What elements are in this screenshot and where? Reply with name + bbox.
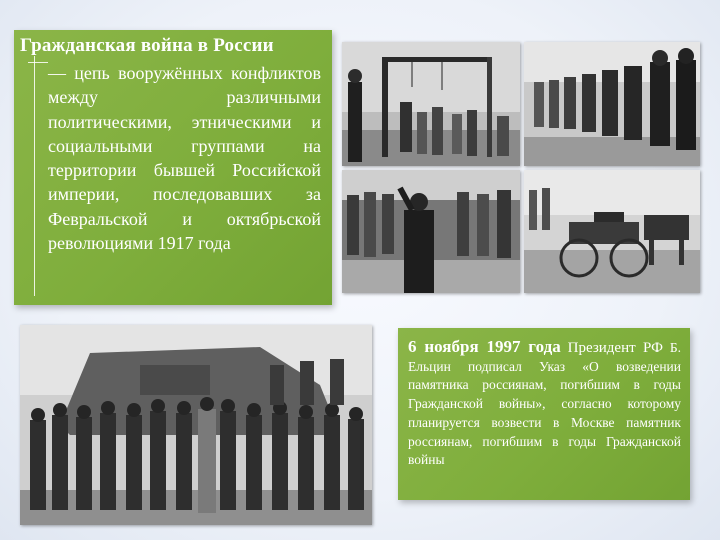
photo-soldiers-tank [20,325,372,525]
photo-commander-speech [342,170,520,293]
decree-lead: Президент РФ [567,340,663,356]
decree-text [408,338,681,470]
decree-date: 6 ноября 1997 года [408,337,561,356]
intro-body: — цепь вооружённых конфликтов между различными политическими, этническими и социальными группами на территории бывшей Российской империи, последовавших за Февральской и октябрьской революциями 1917 года [48,63,321,254]
photo-execution [342,42,520,166]
intro-title: Гражданская война в России [20,35,274,56]
photo-machine-gun-cart [524,170,700,293]
decree-body: Б. Ельцин подписал Указ «О возведении памятника россиянам, погибшим в годы Гражданской войны», согласно которому планируется возвести в Москве памятник россиянам, погибшим в годы Гражданской войны [408,340,682,468]
photo-marching-soldiers [524,42,700,166]
panel-horizontal-rule [28,62,48,63]
panel-vertical-rule [34,56,35,296]
